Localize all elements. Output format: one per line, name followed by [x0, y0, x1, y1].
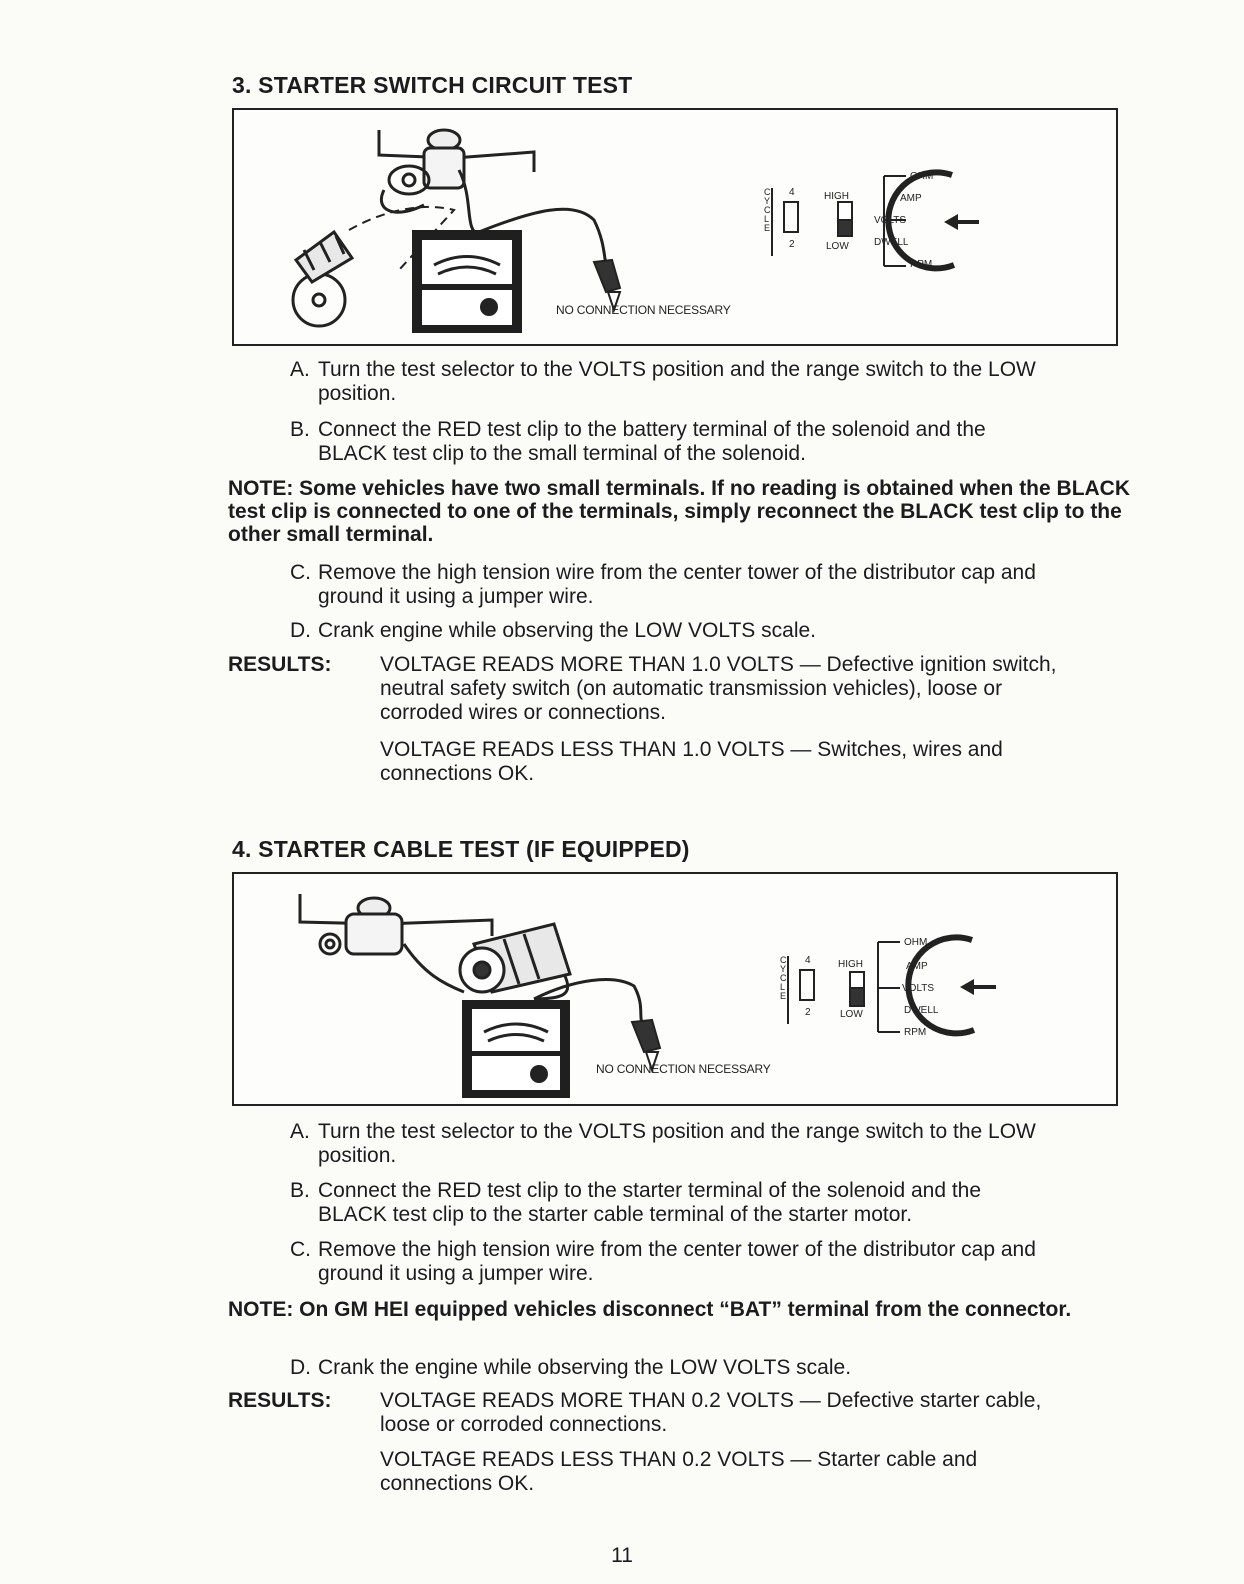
starter-motor-icon	[460, 924, 570, 992]
section-4-result-2: VOLTAGE READS LESS THAN 0.2 VOLTS — Starter cable and connections OK.	[380, 1448, 978, 1495]
section-3-result-1: VOLTAGE READS MORE THAN 1.0 VOLTS — Defective ignition switch, neutral safety switch (on automatic transmission vehicles), loose or corroded wires or connections.	[380, 653, 1057, 724]
section-4-results-label: RESULTS:	[228, 1389, 332, 1412]
selector-dwell: DWELL	[874, 237, 909, 248]
test-meter-icon	[462, 1000, 570, 1098]
section-4-title: 4. STARTER CABLE TEST (IF EQUIPPED)	[232, 836, 690, 862]
range-low-label: LOW	[840, 1009, 863, 1020]
section-4-step-a: A. Turn the test selector to the VOLTS position and the range switch to the LOW position.	[290, 1120, 1036, 1167]
test-meter-icon	[412, 230, 522, 333]
section-3-results-label: RESULTS:	[228, 653, 332, 676]
selector-rpm: RPM	[910, 259, 933, 270]
range-high-label: HIGH	[838, 959, 863, 970]
selector-amp: AMP	[906, 961, 928, 972]
section-3-step-a: A. Turn the test selector to the VOLTS position and the range switch to the LOW position.	[290, 358, 1036, 405]
selector-volts: VOLTS	[902, 983, 935, 994]
section-3-title: 3. STARTER SWITCH CIRCUIT TEST	[232, 72, 633, 98]
section-4-note: NOTE: On GM HEI equipped vehicles disconnect “BAT” terminal from the connector.	[228, 1298, 1072, 1321]
range-switch-icon	[838, 202, 852, 236]
range-high-label: HIGH	[824, 191, 849, 202]
cycle-label: CYCLE	[764, 187, 771, 233]
range-switch-icon	[850, 972, 864, 1006]
section-3-step-d: D. Crank engine while observing the LOW VOLTS scale.	[290, 619, 817, 642]
section-3-result-2: VOLTAGE READS LESS THAN 1.0 VOLTS — Switches, wires and connections OK.	[380, 738, 1003, 785]
selector-rpm: RPM	[904, 1027, 927, 1038]
no-connection-label: NO CONNECTION NECESSARY	[596, 1062, 771, 1076]
section-3-step-c: C. Remove the high tension wire from the center tower of the distributor cap and ground it using a jumper wire.	[290, 561, 1036, 608]
cycle-top-label: 4	[789, 187, 795, 198]
section-3-figure	[232, 108, 1118, 346]
selector-ohm: OHM	[910, 171, 934, 182]
section-3-step-b: B. Connect the RED test clip to the battery terminal of the solenoid and the BLACK test clip to the small terminal of the solenoid.	[290, 418, 986, 465]
selector-amp: AMP	[900, 193, 922, 204]
selector-volts: VOLTS	[874, 215, 907, 226]
page-number: 11	[611, 1544, 633, 1567]
starter-motor-icon	[293, 232, 352, 326]
section-3-note: NOTE: Some vehicles have two small terminals. If no reading is obtained when the BLACK test clip is connected to one of the terminals, simply reconnect the BLACK test clip to the other small terminal.	[228, 477, 1131, 546]
selector-dwell: DWELL	[904, 1005, 939, 1016]
solenoid-icon	[379, 130, 534, 212]
cycle-bottom-label: 2	[805, 1007, 811, 1018]
section-4-step-b: B. Connect the RED test clip to the starter terminal of the solenoid and the BLACK test clip to the starter cable terminal of the starter motor.	[290, 1179, 982, 1226]
cycle-top-label: 4	[805, 955, 811, 966]
cycle-bottom-label: 2	[789, 239, 795, 250]
no-connection-label: NO CONNECTION NECESSARY	[556, 303, 731, 317]
section-4-result-1: VOLTAGE READS MORE THAN 0.2 VOLTS — Defective starter cable, loose or corroded connections.	[380, 1389, 1042, 1436]
section-4-step-c: C. Remove the high tension wire from the center tower of the distributor cap and ground it using a jumper wire.	[290, 1238, 1036, 1285]
range-low-label: LOW	[826, 241, 849, 252]
selector-ohm: OHM	[904, 937, 928, 948]
section-4-figure	[232, 872, 1118, 1106]
solenoid-icon	[300, 894, 492, 954]
cycle-label: CYCLE	[780, 955, 787, 1001]
section-4-step-d: D. Crank the engine while observing the LOW VOLTS scale.	[290, 1356, 852, 1379]
